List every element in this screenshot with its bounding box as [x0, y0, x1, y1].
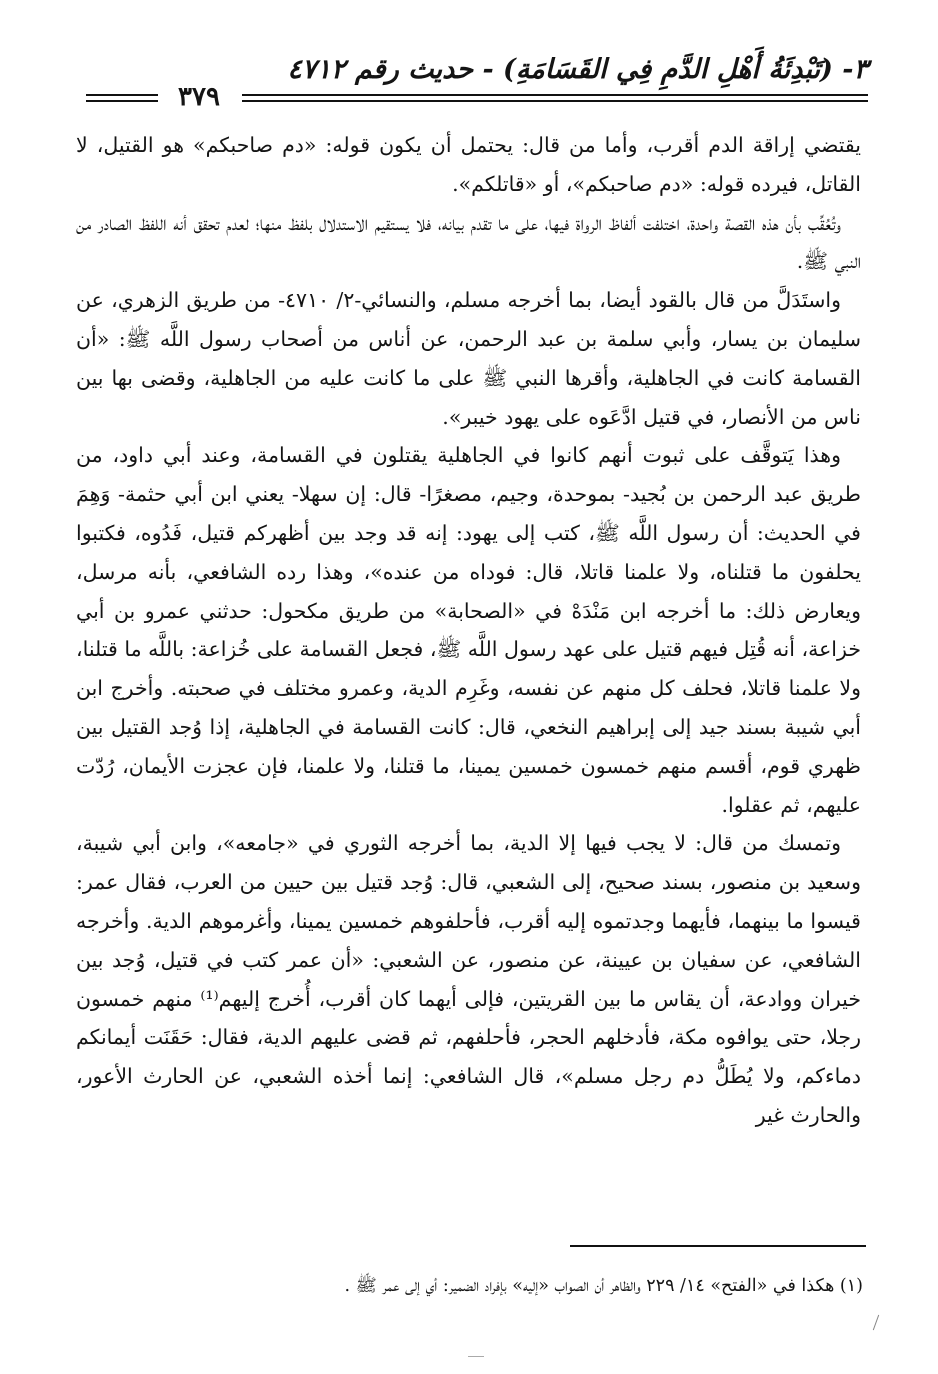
paragraph: واستَدَلَّ من قال بالقود أيضا، بما أخرجه مسلم، والنسائي-٢/ ٤٧١٠- من طريق الزهري، عن سليمان بن يسار، وأبي سلمة بن عبد الرحمن، عن أناس من أصحاب رسول اللَّه ﷺ: «أن القسامة كانت في الجاهلية، وأقرها النبي ﷺ على ما كانت عليه من الجاهلية، وقضى بها بين ناس من الأنصار، في قتيل ادَّعَوه على يهود خيبر». [76, 288, 861, 429]
paragraph: وتُعُقِّب بأن هذه القصة واحدة، اختلفت ألفاظ الرواة فيها، على ما تقدم بيانه، فلا يستقيم الاستدلال بلفظ منها؛ لعدم تحقق أنه اللفظ الصادر من النبي ﷺ. [76, 210, 861, 274]
paragraph: وتمسك من قال: لا يجب فيها إلا الدية، بما أخرجه الثوري في «جامعه»، وابن أبي شيبة، وسعيد بن منصور، بسند صحيح، إلى الشعبي، قال: وُجد قتيل بين حيين من العرب، فقال عمر: قيسوا ما بينهما، فأيهما وجدتموه إليه أقرب، فأحلفوهم خمسين يمينا، وأغرموهم الدية. وأخرجه الشافعي، عن سفيان بن عيينة، عن منصور، عن الشعبي: «أن عمر كتب في قتيل، وُجد بين خيران ووادعة، أن يقاس ما بين القريتين، فإلى أيهما كان أقرب، أُخرج إليهم⁽¹⁾ منهم خمسون رجلا، حتى يوافوه مكة، فأدخلهم الحجر، فأحلفهم، ثم قضى عليهم الدية، فقال: حَقَنَت أيمانكم دماءكم، ولا يُطَلُّ دم رجل مسلم»، قال الشافعي: إنما أخذه الشعبي، عن الحارث الأعور، والحارث غير [76, 831, 861, 1127]
body-text [76, 126, 861, 1135]
running-header-title: ٣- (تَبْدِئَةُ أَهْلِ الدَّمِ فِي القَسَامَةِ) - حديث رقم ٤٧١٢ [287, 54, 868, 85]
page-number: ٣٧٩ [164, 84, 234, 110]
header-rule-left-top [86, 94, 158, 96]
margin-mark [873, 1315, 879, 1330]
header-rule-top [242, 94, 868, 96]
footnote: (١) هكذا في «الفتح» ١٤/ ٢٢٩ والظاهر أن الصواب «إليه» بإفراد الضمير: أي إلى عمر ﷺ . [344, 1276, 863, 1296]
paragraph: وهذا يَتوقَّف على ثبوت أنهم كانوا في الجاهلية يقتلون في القسامة، وعند أبي داود، من طريق عبد الرحمن بن بُجيد- بموحدة، وجيم، مصغرًا- قال: إن سهلا- يعني ابن أبي حثمة- وَهِمَ في الحديث: أن رسول اللَّه ﷺ، كتب إلى يهود: إنه قد وجد بين أظهركم قتيل، فَدُوه، فكتبوا يحلفون ما قتلناه، ولا علمنا قاتلا، قال: فوداه من عنده»، وهذا رده الشافعي، بأنه مرسل، ويعارض ذلك: ما أخرجه ابن مَنْدَهْ في «الصحابة» من طريق مكحول: حدثني عمرو بن أبي خزاعة، أنه قُتِل فيهم قتيل على عهد رسول اللَّه ﷺ، فجعل القسامة على خُزاعة: باللَّه ما قتلنا، ولا علمنا قاتلا، فحلف كل منهم عن نفسه، وغَرِم الدية، وعمرو مختلف في صحبته. وأخرج ابن أبي شيبة بسند جيد إلى إبراهيم النخعي، قال: كانت القسامة في الجاهلية، إذا وُجد القتيل بين ظهري قوم، أقسم منهم خمسون خمسين يمينا، ما قتلنا، ولا علمنا، فإن عجزت الأيمان، رُدّت عليهم، ثم عقلوا. [76, 443, 861, 817]
header-rule-left-bottom [86, 100, 158, 102]
paragraph: يقتضي إراقة الدم أقرب، وأما من قال: يحتمل أن يكون قوله: «دم صاحبكم» هو القتيل، لا القاتل، فيرده قوله: «دم صاحبكم»، أو «قاتلكم». [76, 133, 861, 196]
footnote-separator [570, 1245, 866, 1247]
header-rule-bottom [242, 100, 868, 102]
scan-artifact [468, 1356, 484, 1357]
